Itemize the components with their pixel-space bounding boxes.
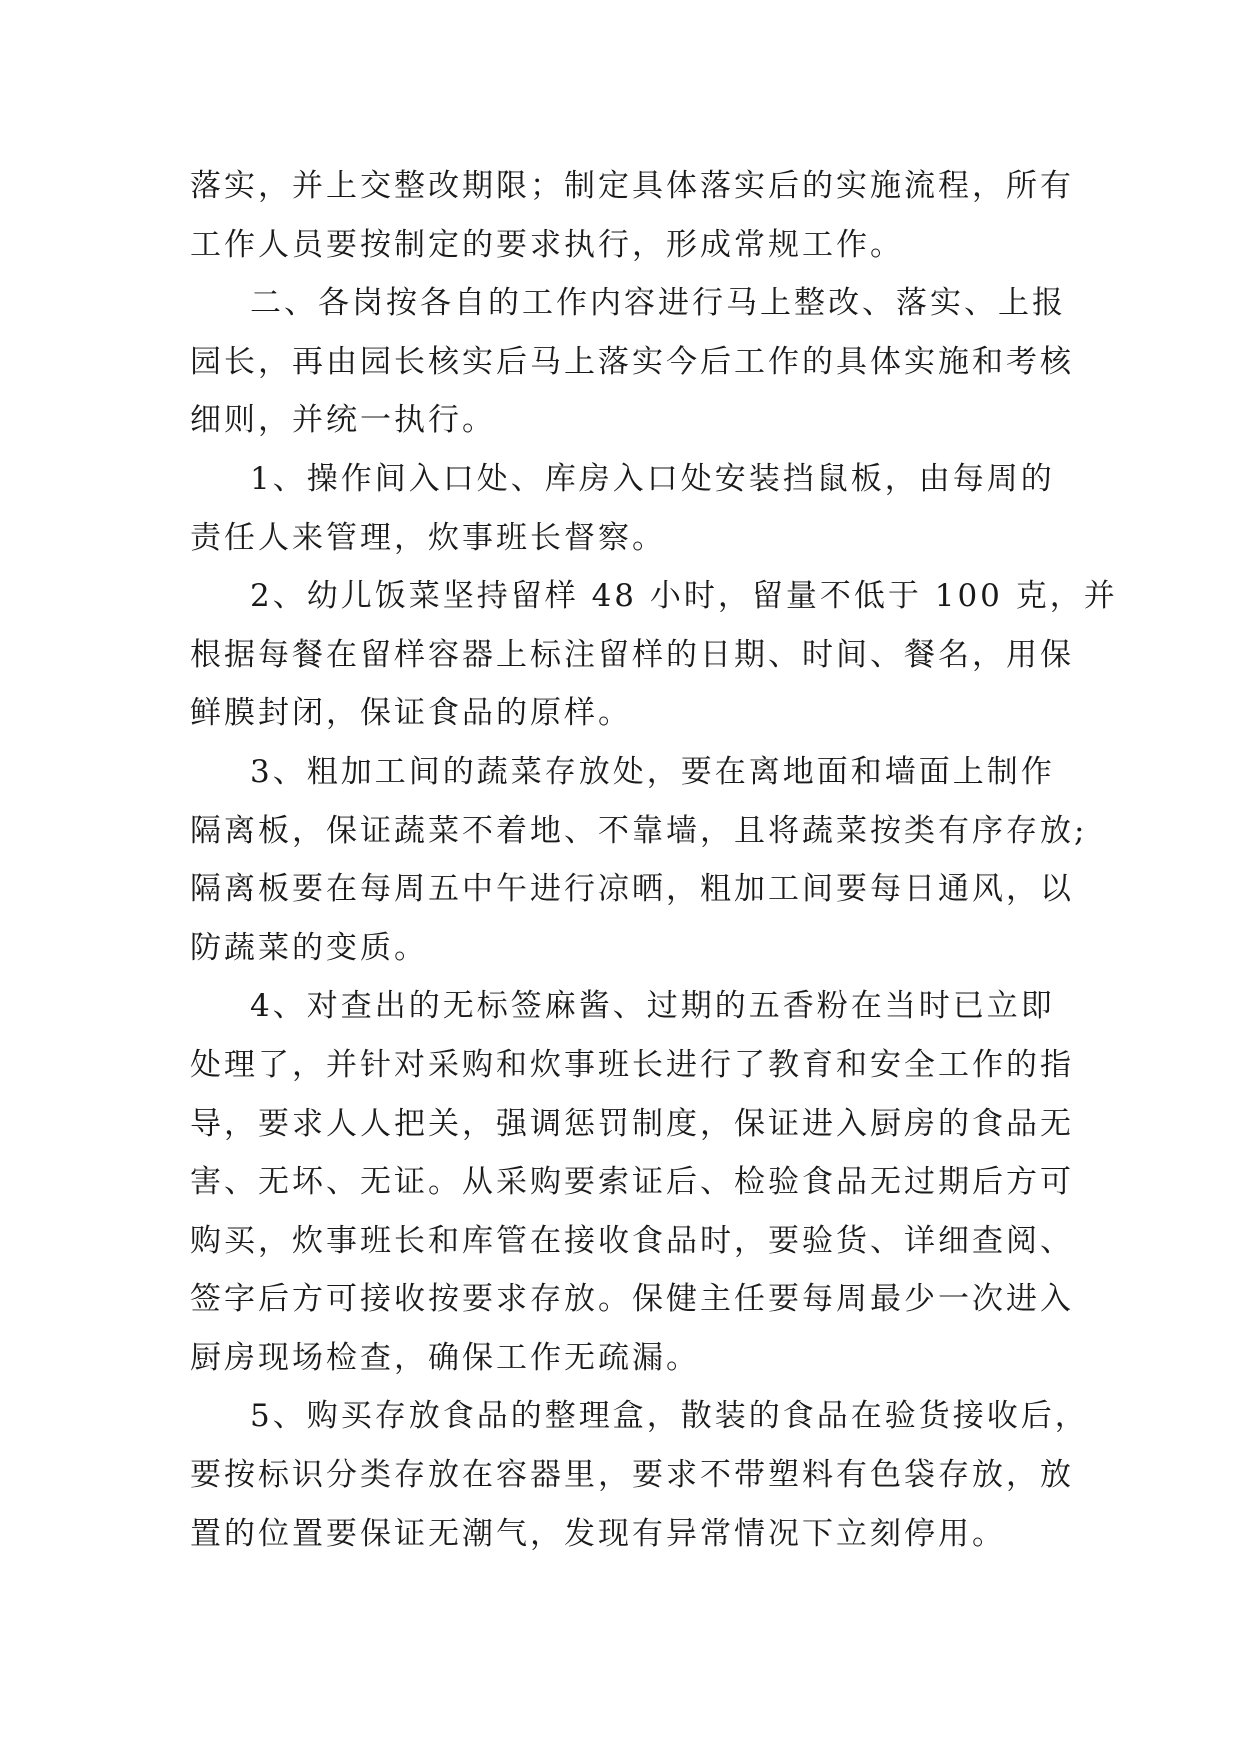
text-line: 2、幼儿饭菜坚持留样 48 小时，留量不低于 100 克，并 bbox=[250, 578, 1118, 615]
text-line: 害、无坏、无证。从采购要索证后、检验食品无过期后方可 bbox=[190, 1164, 1074, 1201]
text-line: 二、各岗按各自的工作内容进行马上整改、落实、上报 bbox=[250, 285, 1066, 322]
text-line: 置的位置要保证无潮气，发现有异常情况下立刻停用。 bbox=[190, 1515, 1006, 1552]
text-line: 园长，再由园长核实后马上落实今后工作的具体实施和考核 bbox=[190, 343, 1074, 380]
text-line: 厨房现场检查，确保工作无疏漏。 bbox=[190, 1339, 700, 1376]
text-line: 1、操作间入口处、库房入口处安装挡鼠板，由每周的 bbox=[250, 460, 1055, 497]
text-line: 4、对查出的无标签麻酱、过期的五香粉在当时已立即 bbox=[250, 988, 1055, 1025]
text-line: 要按标识分类存放在容器里，要求不带塑料有色袋存放，放 bbox=[190, 1457, 1074, 1494]
text-line: 3、粗加工间的蔬菜存放处，要在离地面和墙面上制作 bbox=[250, 753, 1055, 790]
text-line: 防蔬菜的变质。 bbox=[190, 929, 428, 966]
text-line: 隔离板，保证蔬菜不着地、不靠墙，且将蔬菜按类有序存放; bbox=[190, 812, 1088, 849]
text-line: 责任人来管理，炊事班长督察。 bbox=[190, 519, 666, 556]
text-line: 签字后方可接收按要求存放。保健主任要每周最少一次进入 bbox=[190, 1281, 1074, 1318]
text-line: 购买，炊事班长和库管在接收食品时，要验货、详细查阅、 bbox=[190, 1222, 1074, 1259]
document-body bbox=[190, 157, 1118, 1563]
text-line: 鲜膜封闭，保证食品的原样。 bbox=[190, 695, 632, 732]
text-line: 导，要求人人把关，强调惩罚制度，保证进入厨房的食品无 bbox=[190, 1105, 1074, 1142]
text-line: 工作人员要按制定的要求执行，形成常规工作。 bbox=[190, 226, 904, 263]
text-line: 处理了，并针对采购和炊事班长进行了教育和安全工作的指 bbox=[190, 1046, 1074, 1083]
text-line: 根据每餐在留样容器上标注留样的日期、时间、餐名，用保 bbox=[190, 636, 1074, 673]
text-line: 隔离板要在每周五中午进行凉晒，粗加工间要每日通风，以 bbox=[190, 871, 1074, 908]
text-line: 落实，并上交整改期限；制定具体落实后的实施流程，所有 bbox=[190, 168, 1074, 204]
text-line: 细则，并统一执行。 bbox=[190, 402, 496, 439]
text-line: 5、购买存放食品的整理盒，散装的食品在验货接收后， bbox=[250, 1398, 1089, 1435]
